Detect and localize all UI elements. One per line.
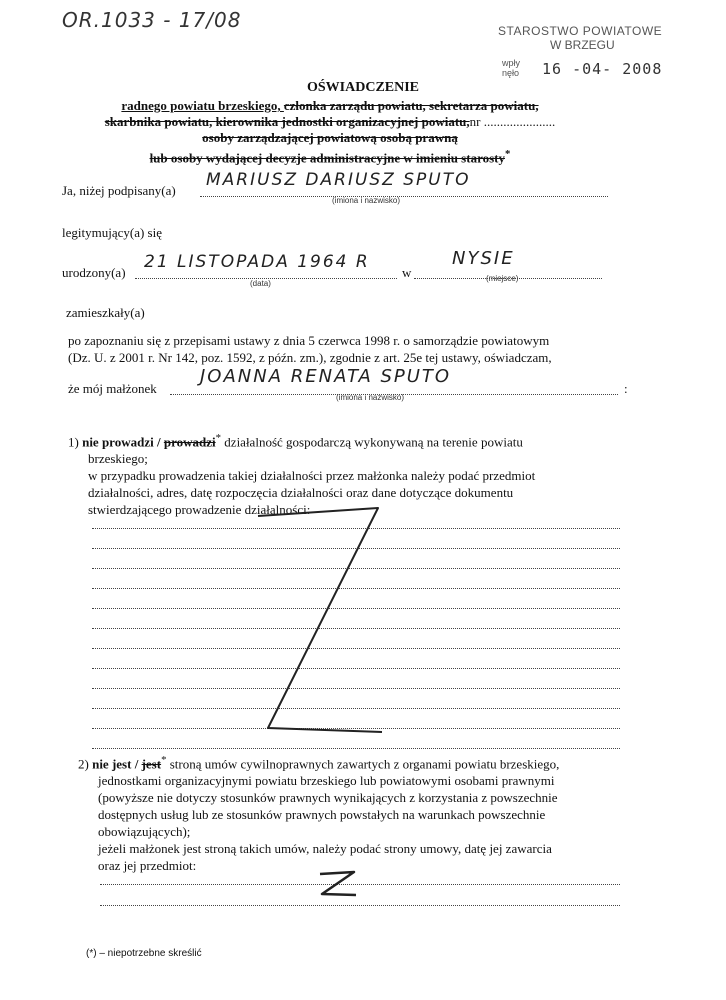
in-label: w <box>402 265 412 280</box>
stamp-received-date: 16 -04- 2008 <box>542 60 663 78</box>
spouse-hint: (imiona i nazwisko) <box>336 393 405 402</box>
intro-text: po zapoznaniu się z przepisami ustawy z dnia 5 czerwca 1998 r. o samorządzie powiatowym (Dz. U. z 2001 r. Nr 142, poz. 1592, z późn. zm.), zgodnie z art. 25e tej ustawy, oświadczam, <box>68 333 552 365</box>
spouse-label: że mój małżonek <box>68 381 157 396</box>
name-hint: (imiona i nazwisko) <box>332 196 401 205</box>
id-label: legitymujący(a) się <box>62 225 162 240</box>
section-1-strike-z-icon <box>250 500 400 745</box>
footnote: (*) – niepotrzebne skreślić <box>86 948 202 959</box>
name-label: Ja, niżej podpisany(a) <box>62 183 176 198</box>
residence-label: zamieszkały(a) <box>66 305 145 320</box>
place-hint: (miejsce) <box>486 274 519 283</box>
born-value: 21 LISTOPADA 1964 R <box>144 252 370 272</box>
subtitle: radnego powiatu brzeskiego, członka zarządu powiatu, sekretarza powiatu, skarbnika powiatu, kierownika jednostki organizacyjnej powiatu,nr ...................... osoby zarządzającej powiatową osobą prawną lub osoby wydającej decyzje administracyjne w imieniu starosty* <box>104 98 556 166</box>
stamp-office-line1: STAROSTWO POWIATOWE <box>498 24 663 38</box>
spouse-colon: : <box>624 381 628 396</box>
section-2-answer-lines <box>100 872 620 914</box>
stamp-received-label: wpły nęło <box>502 58 521 78</box>
section-2-strike-z-icon <box>316 868 360 900</box>
place-value: NYSIE <box>452 248 515 269</box>
born-label: urodzony(a) <box>62 265 126 280</box>
name-value: MARIUSZ DARIUSZ SPUTO <box>206 170 471 190</box>
section-2: 2) nie jest / jest* stroną umów cywilnoprawnych zawartych z organami powiatu brzeskiego, jednostkami organizacyjnymi powiatu brzeskiego lub powiatowymi osobami prawnymi (powyższe nie dotyczy stosunków prawnych wynikających z korzystania z powszechnie dostępnych usług lub ze stosunków prawnych powstałych na warunkach powszechnie obowiązujących); jeżeli małżonek jest stroną takich umów, należy podać strony umowy, datę jej zawarcia oraz jej przedmiot: <box>78 754 560 874</box>
page-title: OŚWIADCZENIE <box>306 80 420 95</box>
spouse-value: JOANNA RENATA SPUTO <box>200 366 452 387</box>
received-stamp <box>498 24 678 86</box>
stamp-office-line2: W BRZEGU <box>550 38 615 52</box>
section-1: 1) nie prowadzi / prowadzi* działalność gospodarczą wykonywaną na terenie powiatu brzeskiego; w przypadku prowadzenia takiej działalności przez małżonka należy podać przedmiot działalności, adres, datę rozpoczęcia działalności oraz dane dotyczące dokumentu stwierdzającego prowadzenie działalności: <box>68 432 536 518</box>
born-hint: (data) <box>250 279 271 288</box>
case-number: OR.1033 - 17/08 <box>62 8 242 32</box>
